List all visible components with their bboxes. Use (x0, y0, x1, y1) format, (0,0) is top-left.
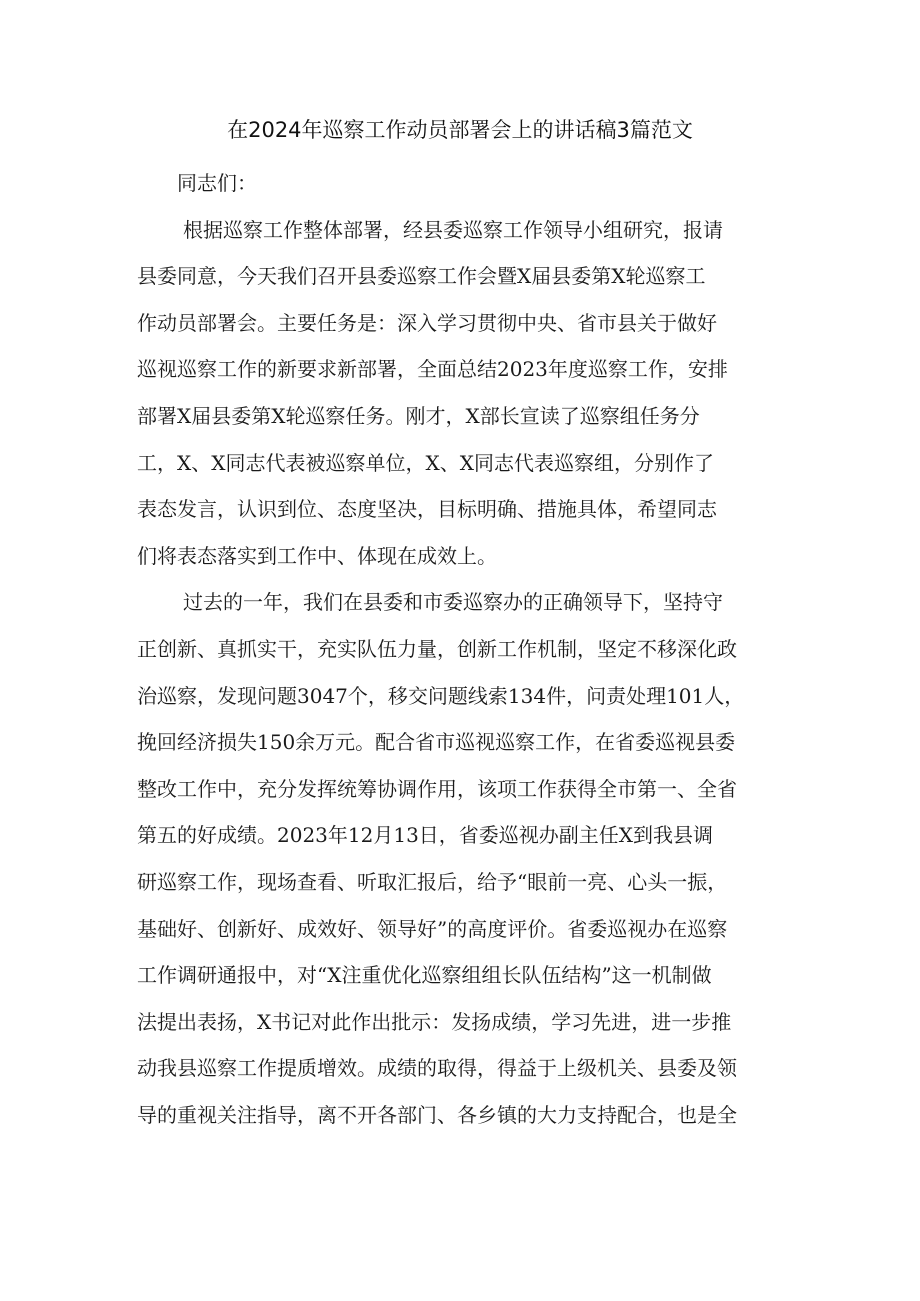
paragraph-line: 根据巡察工作整体部署，经县委巡察工作领导小组研究，报请 (183, 217, 723, 242)
document-title: 在2024年巡察工作动员部署会上的讲话稿3篇范文 (227, 118, 693, 142)
paragraph-line: 们将表态落实到工作中、体现在成效上。 (137, 543, 497, 568)
paragraph-line: 法提出表扬，X书记对此作出批示：发扬成绩，学习先进，进一步推 (137, 1009, 732, 1034)
paragraph-line: 导的重视关注指导，离不开各部门、各乡镇的大力支持配合，也是全 (137, 1102, 737, 1127)
paragraph-line: 作动员部署会。主要任务是：深入学习贯彻中央、省市县关于做好 (137, 310, 717, 335)
salutation: 同志们： (177, 171, 257, 195)
paragraph-line: 巡视巡察工作的新要求新部署，全面总结2023年度巡察工作，安排 (137, 357, 728, 382)
paragraph-line: 整改工作中，充分发挥统筹协调作用，该项工作获得全市第一、全省 (137, 776, 737, 801)
paragraph-line: 治巡察，发现问题3047个，移交问题线索134件，问责处理101人， (137, 683, 745, 708)
paragraph-line: 表态发言，认识到位、态度坚决，目标明确、措施具体，希望同志 (137, 497, 717, 522)
paragraph-line: 研巡察工作，现场查看、听取汇报后，给予“眼前一亮、心头一振， (137, 869, 728, 894)
paragraph-line: 过去的一年，我们在县委和市委巡察办的正确领导下，坚持守 (183, 590, 723, 615)
paragraph-2 (137, 579, 791, 1138)
paragraph-line: 第五的好成绩。2023年12月13日，省委巡视办副主任X到我县调 (137, 823, 714, 848)
paragraph-line: 工，X、X同志代表被巡察单位，X、X同志代表巡察组，分别作了 (137, 450, 714, 475)
paragraph-line: 动我县巡察工作提质增效。成绩的取得，得益于上级机关、县委及领 (137, 1056, 737, 1081)
paragraph-1 (137, 207, 791, 580)
paragraph-line: 正创新、真抓实干，充实队伍力量，创新工作机制，坚定不移深化政 (137, 636, 737, 661)
paragraph-line: 挽回经济损失150余万元。配合省市巡视巡察工作，在省委巡视县委 (137, 730, 736, 755)
paragraph-line: 工作调研通报中，对“X注重优化巡察组组长队伍结构”这一机制做 (137, 963, 712, 988)
paragraph-line: 基础好、创新好、成效好、领导好”的高度评价。省委巡视办在巡察 (137, 916, 728, 941)
paragraph-line: 部署X届县委第X轮巡察任务。刚才，X部长宣读了巡察组任务分 (137, 403, 700, 428)
document-body (137, 160, 791, 1138)
paragraph-line: 县委同意，今天我们召开县委巡察工作会暨X届县委第X轮巡察工 (137, 264, 706, 289)
